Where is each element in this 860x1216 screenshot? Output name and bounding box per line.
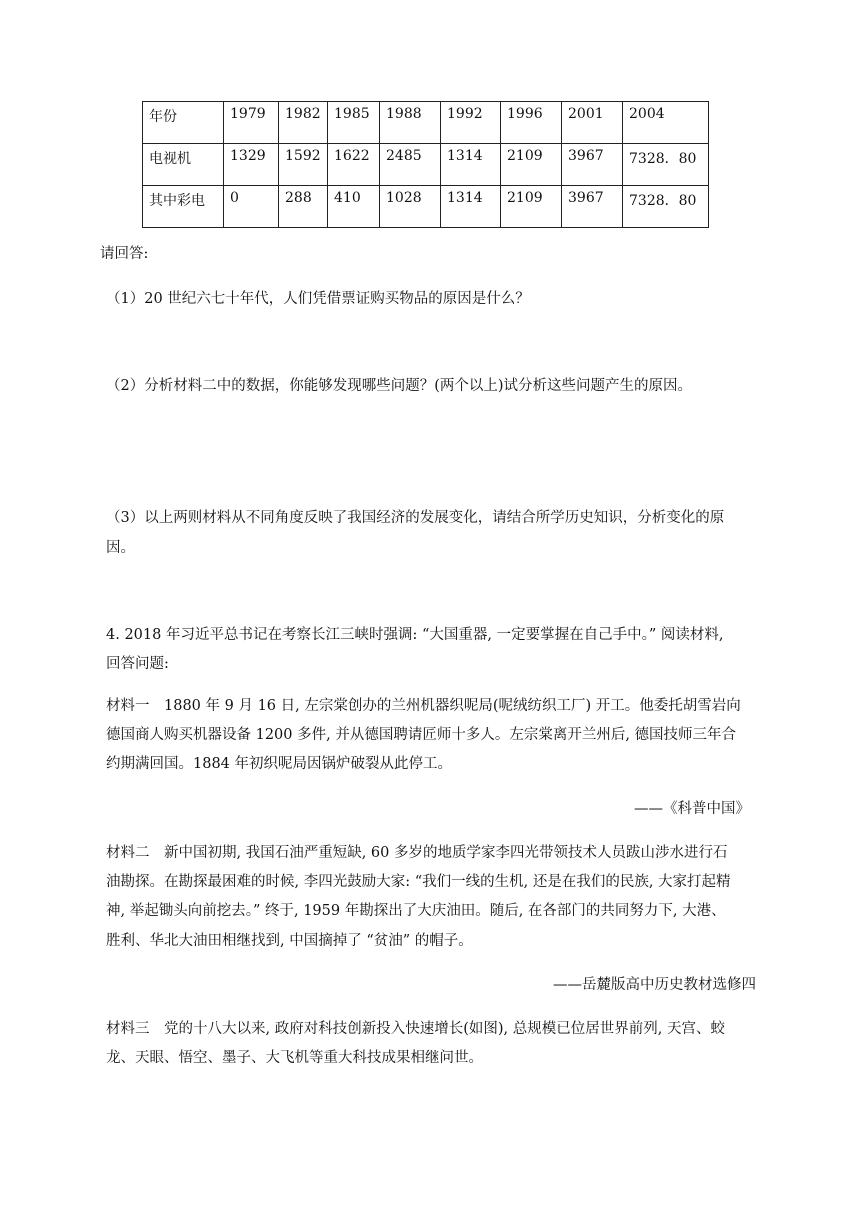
question-4-line-1: 4. 2018 年习近平总书记在考察长江三峡时强调: “大国重器, 一定要掌握在自己手中。” 阅读材料, — [106, 627, 724, 643]
table-cell: 410 — [328, 186, 380, 228]
question-4-line-2: 回答问题: — [106, 656, 169, 672]
material-2-line-2: 油勘探。在勘探最困难的时候, 李四光鼓励大家: “我们一线的生机, 还是在我们的民族, 大家打起精 — [106, 874, 731, 890]
table-cell: 1996 — [501, 102, 562, 144]
table-cell: 2001 — [562, 102, 623, 144]
table-cell: 年份 — [143, 102, 224, 144]
table-cell: 3967 — [562, 144, 623, 186]
material-2-line-1: 材料二 新中国初期, 我国石油严重短缺, 60 多岁的地质学家李四光带领技术人员跋山涉水进行石 — [106, 845, 728, 861]
table-cell: 其中彩电 — [143, 186, 224, 228]
material-2-line-3: 神, 举起锄头向前挖去。” 终于, 1959 年勘探出了大庆油田。随后, 在各部门的共同努力下, 大港、 — [106, 903, 726, 919]
table-cell: 0 — [224, 186, 279, 228]
table-cell: 7328．80 — [623, 144, 709, 186]
material-2-line-4: 胜利、华北大油田相继找到, 中国摘掉了 “贫油” 的帽子。 — [106, 933, 473, 949]
question-1: （1）20 世纪六七十年代，人们凭借票证购买物品的原因是什么？ — [106, 291, 530, 307]
table-cell: 1979 — [224, 102, 279, 144]
table-cell: 1028 — [380, 186, 441, 228]
question-2: （2）分析材料二中的数据，你能够发现哪些问题？(两个以上)试分析这些问题产生的原因。 — [106, 378, 693, 394]
table-row-tv — [143, 144, 709, 186]
table-cell: 1985 — [328, 102, 380, 144]
table-cell: 1992 — [441, 102, 501, 144]
table-row-color-tv — [143, 186, 709, 228]
table-cell: 3967 — [562, 186, 623, 228]
table-row-year — [143, 102, 709, 144]
table-cell: 2109 — [501, 144, 562, 186]
table-cell: 2109 — [501, 186, 562, 228]
table-cell: 7328．80 — [623, 186, 709, 228]
material-1-line-1: 材料一 1880 年 9 月 16 日, 左宗棠创办的兰州机器织呢局(呢绒纺织工厂) 开工。他委托胡雪岩向 — [106, 698, 741, 714]
material-2-source: ——岳麓版高中历史教材选修四 — [553, 977, 756, 993]
table-cell: 1988 — [380, 102, 441, 144]
table-cell: 1314 — [441, 186, 501, 228]
table-cell: 2004 — [623, 102, 709, 144]
table-cell: 1982 — [279, 102, 328, 144]
material-3-line-1: 材料三 党的十八大以来, 政府对科技创新投入快速增长(如图), 总规模已位居世界前列, 天宫、蛟 — [106, 1021, 725, 1037]
table-cell: 1592 — [279, 144, 328, 186]
table-cell: 288 — [279, 186, 328, 228]
tv-production-table — [142, 101, 709, 228]
question-3-line-2: 因。 — [106, 540, 135, 556]
table-cell: 2485 — [380, 144, 441, 186]
question-3-line-1: （3）以上两则材料从不同角度反映了我国经济的发展变化，请结合所学历史知识，分析变化的原 — [106, 510, 725, 526]
material-1-source: ——《科普中国》 — [634, 801, 750, 817]
table-cell: 1314 — [441, 144, 501, 186]
material-1-line-3: 约期满回国。1884 年初织呢局因锅炉破裂从此停工。 — [106, 756, 453, 772]
table-cell: 1329 — [224, 144, 279, 186]
table-cell: 1622 — [328, 144, 380, 186]
material-3-line-2: 龙、天眼、悟空、墨子、大飞机等重大科技成果相继问世。 — [106, 1050, 483, 1066]
material-1-line-2: 德国商人购买机器设备 1200 多件, 并从德国聘请匠师十多人。左宗棠离开兰州后, 德国技师三年合 — [106, 727, 737, 743]
answer-prompt: 请回答: — [100, 246, 149, 262]
table-cell: 电视机 — [143, 144, 224, 186]
